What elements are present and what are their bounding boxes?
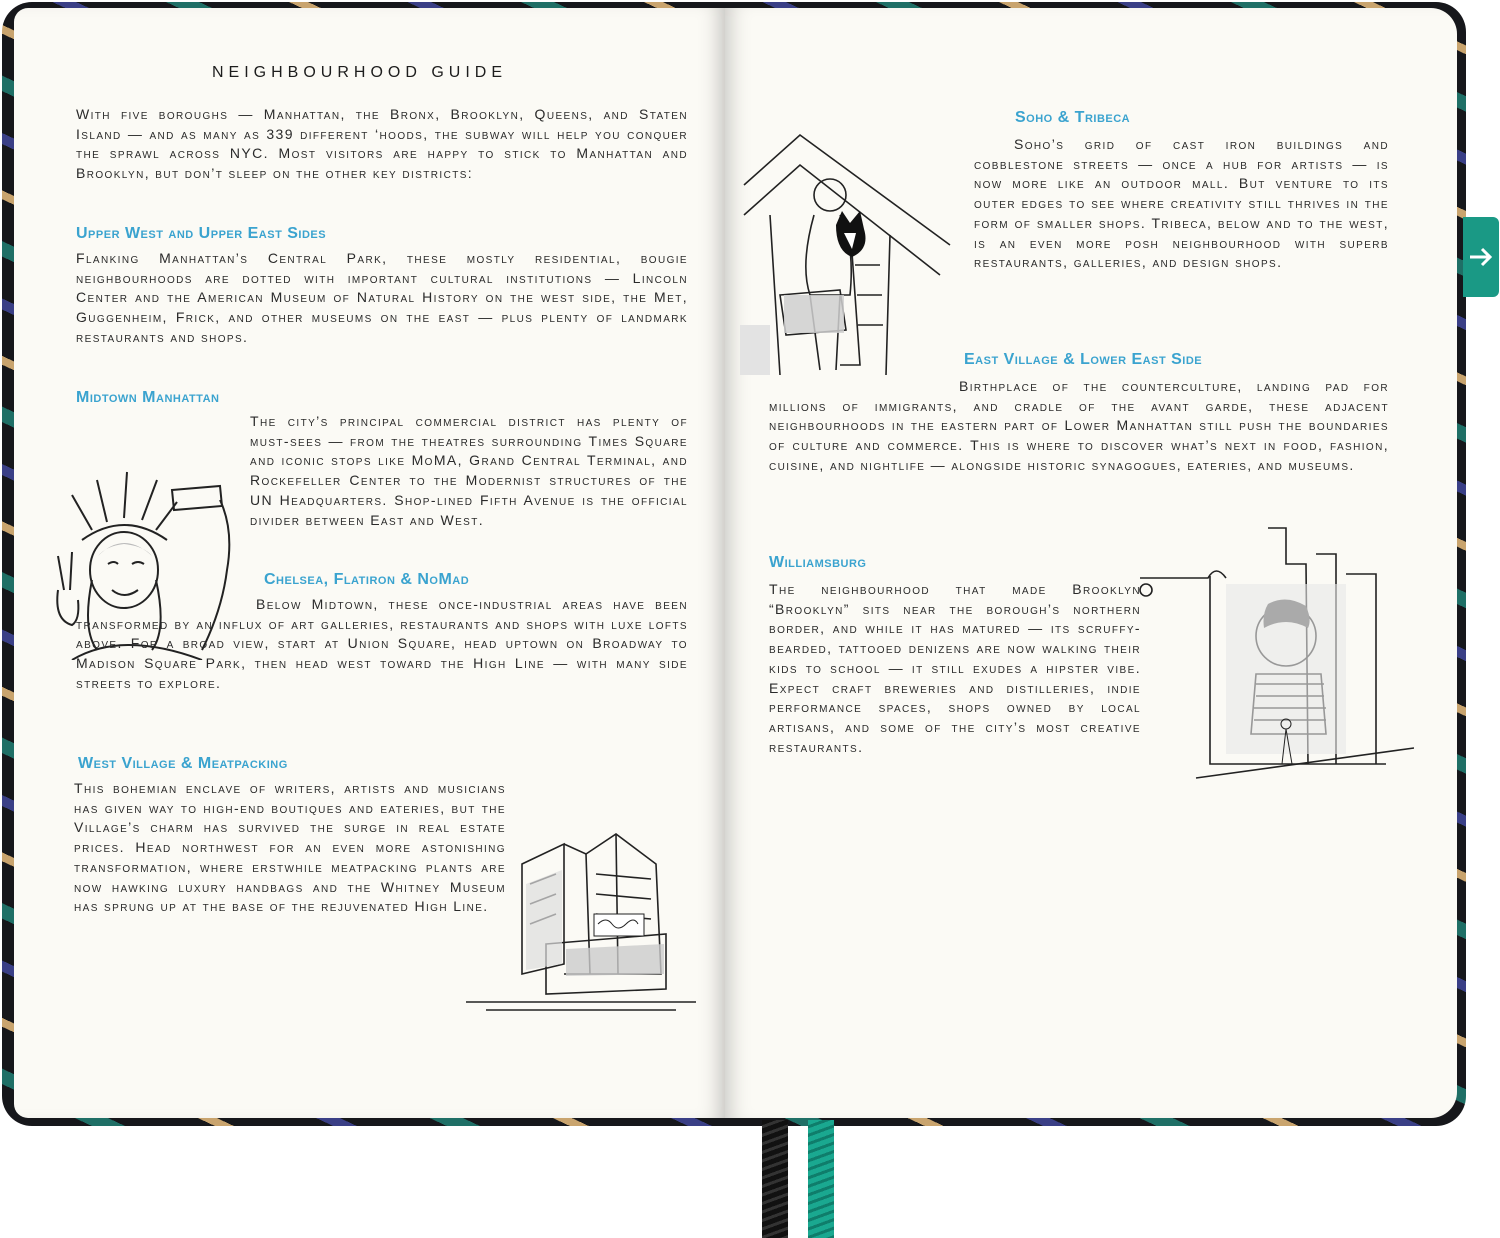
page-tab[interactable]	[1463, 217, 1499, 297]
heading-williamsburg: Williamsburg	[769, 554, 867, 571]
body-chelsea: Below Midtown, these once-industrial areas have been transformed by an influx of art galleries, restaurants and shops with luxe lofts above. For a broad view, start at Union Square, head uptown on Broadway to Madison Square Park, then head west toward the High Line — with many side streets to explore.	[76, 596, 688, 691]
body-west-village: This bohemian enclave of writers, artists and musicians has given way to high-end boutiques and eateries, but the Village’s charm has survived the surge in real estate prices. Head northwest for an even more astonishing transformation, where erstwhile meatpacking plants are now hawking luxury handbags and the Whitney Museum has sprung up at the base of the rejuvenated High Line.	[74, 780, 506, 915]
heading-midtown: Midtown Manhattan	[76, 389, 220, 406]
whitney-museum-illustration	[466, 824, 696, 1014]
body-williamsburg: The neighbourhood that made Brooklyn “Brooklyn” sits near the borough’s northern border, and while it has matured — its scruffy-bearded, tattooed denizens are now walking their kids to school — it still exudes a hipster vibe. Expect craft breweries and distilleries, indie performance spaces, shops owned by local artisans, and some of the city’s most creative restaurants.	[769, 581, 1141, 755]
body-midtown: The city’s principal commercial district has plenty of must-sees — from the theatres surrounding Times Square and iconic stops like MoMA, Grand Central Terminal, and Rockefeller Center to the Modernist structures of the UN Headquarters. Shop-lined Fifth Avenue is the official divider between East and West.	[250, 413, 688, 528]
body-east-village: Birthplace of the counterculture, landing pad for millions of immigrants, and cradle of the avant garde, these adjacent neighbourhoods in the eastern part of Lower Manhattan still push the boundaries of culture and commerce. This is where to discover what’s next in food, fashion, cuisine, and nightlife — alongside historic synagogues, eateries, and museums.	[769, 378, 1389, 473]
heading-soho: Soho & Tribeca	[1015, 109, 1131, 126]
heading-chelsea: Chelsea, Flatiron & NoMad	[264, 571, 470, 588]
body-upper-sides: Flanking Manhattan’s Central Park, these mostly residential, bougie neighbourhoods are dotted with important cultural institutions — Lincoln Center and the American Museum of Natural History on the west side, the Met, Guggenheim, Frick, and other museums on the east — plus plenty of landmark restaurants and shops.	[76, 250, 688, 345]
williamsburg-mural-illustration	[1136, 524, 1414, 792]
bookmark-ribbon-teal[interactable]	[808, 1120, 834, 1238]
heading-upper-sides: Upper West and Upper East Sides	[76, 225, 327, 242]
bookmark-ribbon-black[interactable]	[762, 1120, 788, 1238]
page-title: NEIGHBOURHOOD GUIDE	[212, 64, 508, 81]
heading-west-village: West Village & Meatpacking	[78, 755, 288, 772]
intro-text: With five boroughs — Manhattan, the Bronx, Brooklyn, Queens, and Staten Island — and as many as 339 different ‘hoods, the subway will help you conquer the sprawl across NYC. Most visitors are happy to stick to Manhattan and Brooklyn, but don’t sleep on the other key districts:	[76, 106, 688, 182]
arrow-right-icon	[1467, 243, 1495, 271]
subway-dog-illustration	[740, 125, 960, 380]
heading-east-village: East Village & Lower East Side	[964, 351, 1203, 368]
body-soho: Soho’s grid of cast iron buildings and cobblestone streets — once a hub for artists — is now more like an outdoor mall. But venture to its outer edges to see where creativity still thrives in the form of smaller shops. Tribeca, below and to the west, is an even more posh neighbourhood with superb restaurants, galleries, and design shops.	[974, 136, 1389, 271]
